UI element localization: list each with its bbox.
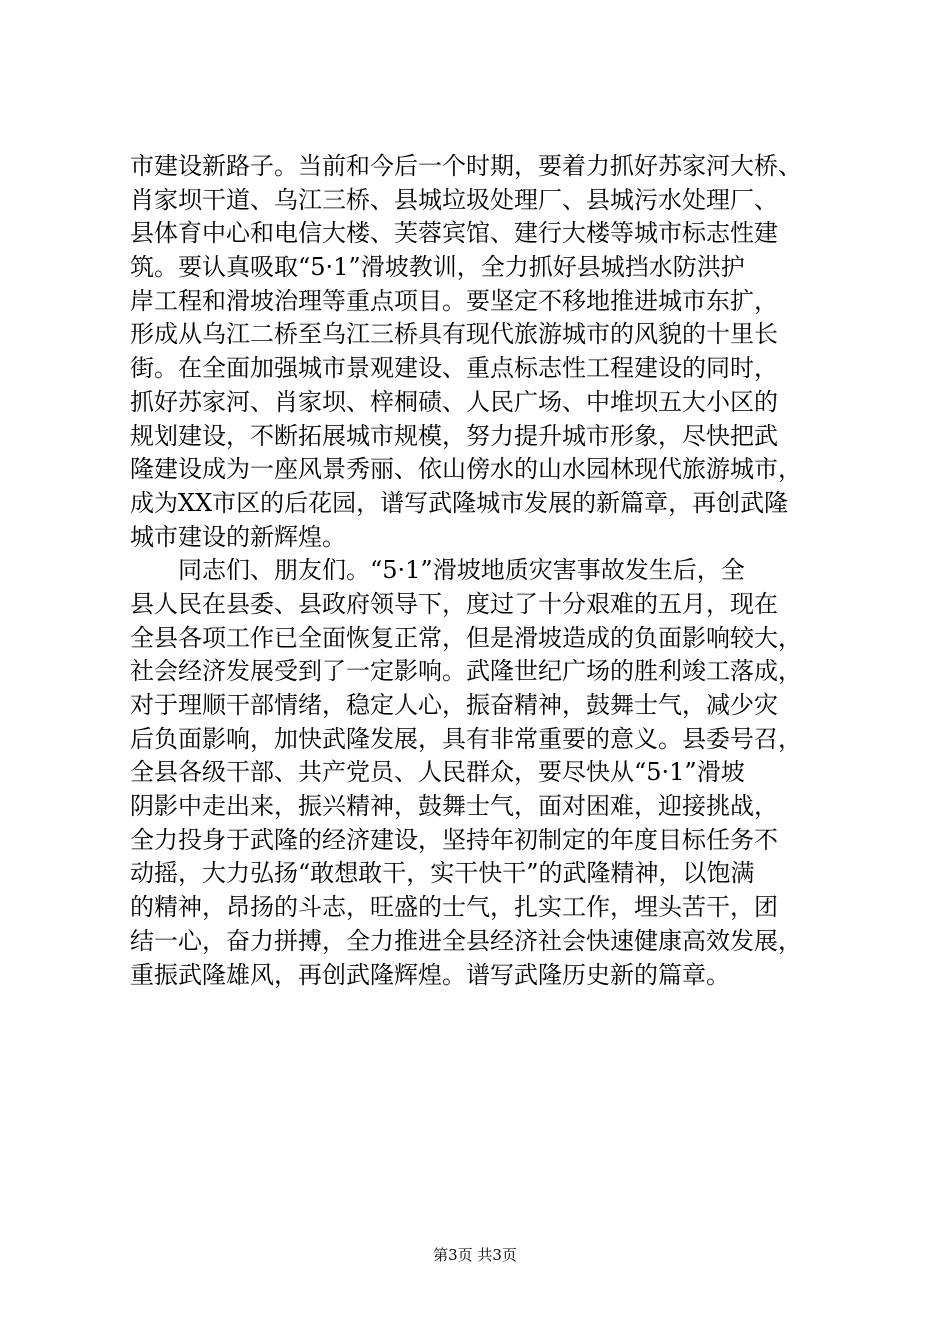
text-line: 街。在全面加强城市景观建设、重点标志性工程建设的同时， xyxy=(130,354,778,383)
text-line: 重振武隆雄风，再创武隆辉煌。谱写武隆历史新的篇章。 xyxy=(130,960,730,989)
text-line: 抓好苏家河、肖家坝、梓桐碛、人民广场、中堆坝五大小区的 xyxy=(130,387,778,416)
text-line: 市建设新路子。当前和今后一个时期，要着力抓好苏家河大桥、 xyxy=(130,152,802,180)
text-line: 同志们、朋友们。“5·1”滑坡地质灾害事故发生后，全 xyxy=(130,556,745,585)
text-line: 全县各项工作已全面恢复正常，但是滑坡造成的负面影响较大， xyxy=(130,623,802,652)
text-line: 成为XX市区的后花园，谱写武隆城市发展的新篇章，再创武隆 xyxy=(130,488,789,517)
text-line: 筑。要认真吸取“5·1”滑坡教训，全力抓好县城挡水防洪护 xyxy=(130,253,745,282)
text-line: 岸工程和滑坡治理等重点项目。要坚定不移地推进城市东扩， xyxy=(130,286,778,315)
text-line: 县人民在县委、县政府领导下，度过了十分艰难的五月，现在 xyxy=(130,589,778,618)
text-line: 的精神，昂扬的斗志，旺盛的士气，扎实工作，埋头苦干，团 xyxy=(130,893,778,922)
text-line: 肖家坝干道、乌江三桥、县城垃圾处理厂、县城污水处理厂、 xyxy=(130,185,778,214)
text-line: 后负面影响，加快武隆发展，具有非常重要的意义。县委号召， xyxy=(130,724,802,753)
text-line: 结一心，奋力拼搏，全力推进全县经济社会快速健康高效发展， xyxy=(130,926,802,955)
text-line: 形成从乌江二桥至乌江三桥具有现代旅游城市的风貌的十里长 xyxy=(130,320,778,349)
text-line: 对于理顺干部情绪，稳定人心，振奋精神，鼓舞士气，减少灾 xyxy=(130,691,778,719)
text-line: 全力投身于武隆的经济建设，坚持年初制定的年度目标任务不 xyxy=(130,825,778,854)
text-line: 规划建设，不断拓展城市规模，努力提升城市形象，尽快把武 xyxy=(130,421,778,450)
page-footer: 第3页 共3页 xyxy=(433,1246,517,1264)
text-line: 隆建设成为一座风景秀丽、依山傍水的山水园林现代旅游城市， xyxy=(130,455,802,484)
text-line: 城市建设的新辉煌。 xyxy=(130,522,346,551)
text-line: 县体育中心和电信大楼、芙蓉宾馆、建行大楼等城市标志性建 xyxy=(130,219,778,248)
body-text xyxy=(130,150,850,992)
text-line: 全县各级干部、共产党员、人民群众，要尽快从“5·1”滑坡 xyxy=(130,758,745,787)
text-line: 动摇，大力弘扬“敢想敢干，实干快干”的武隆精神，以饱满 xyxy=(130,859,755,888)
text-line: 社会经济发展受到了一定影响。武隆世纪广场的胜利竣工落成， xyxy=(130,657,802,686)
text-line: 阴影中走出来，振兴精神，鼓舞士气，面对困难，迎接挑战， xyxy=(130,792,778,821)
